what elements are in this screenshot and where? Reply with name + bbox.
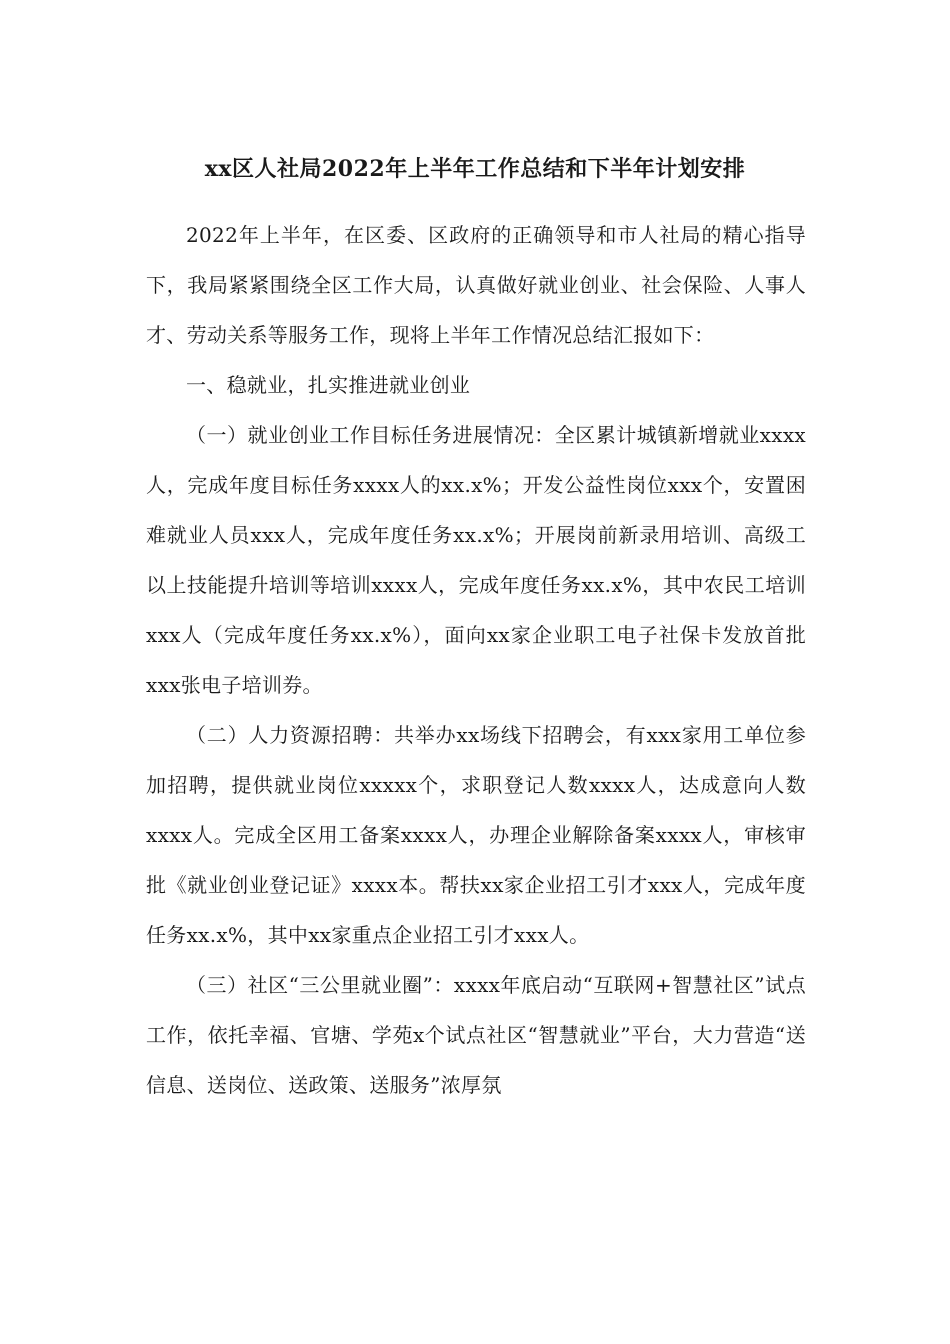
paragraph-recruitment: （二）人力资源招聘：共举办xx场线下招聘会，有xxx家用工单位参加招聘，提供就业岗位xxxxx个，求职登记人数xxxx人，达成意向人数xxxx人。完成全区用工备案xxxx人，办理企业解除备案xxxx人，审核审批《就业创业登记证》xxxx本。帮扶xx家企业招工引才xxx人，完成年度任务xx.x%，其中xx家重点企业招工引才xxx人。 — [146, 723, 806, 947]
section-heading-1: 一、稳就业，扎实推进就业创业 — [186, 373, 471, 397]
document-title: xx区人社局2022年上半年工作总结和下半年计划安排 — [204, 156, 746, 182]
document-body — [146, 210, 806, 1110]
intro-paragraph: 2022年上半年，在区委、区政府的正确领导和市人社局的精心指导下，我局紧紧围绕全区工作大局，认真做好就业创业、社会保险、人事人才、劳动关系等服务工作，现将上半年工作情况总结汇报如下： — [146, 223, 806, 347]
paragraph-employment-targets: （一）就业创业工作目标任务进展情况：全区累计城镇新增就业xxxx人，完成年度目标任务xxxx人的xx.x%；开发公益性岗位xxx个，安置困难就业人员xxx人，完成年度任务xx.x%；开展岗前新录用培训、高级工以上技能提升培训等培训xxxx人，完成年度任务xx.x%，其中农民工培训xxx人（完成年度任务xx.x%），面向xx家企业职工电子社保卡发放首批xxx张电子培训券。 — [146, 423, 806, 697]
paragraph-community-employment: （三）社区“三公里就业圈”：xxxx年底启动“互联网+智慧社区”试点工作，依托幸福、官塘、学苑x个试点社区“智慧就业”平台，大力营造“送信息、送岗位、送政策、送服务”浓厚氛 — [146, 973, 806, 1097]
